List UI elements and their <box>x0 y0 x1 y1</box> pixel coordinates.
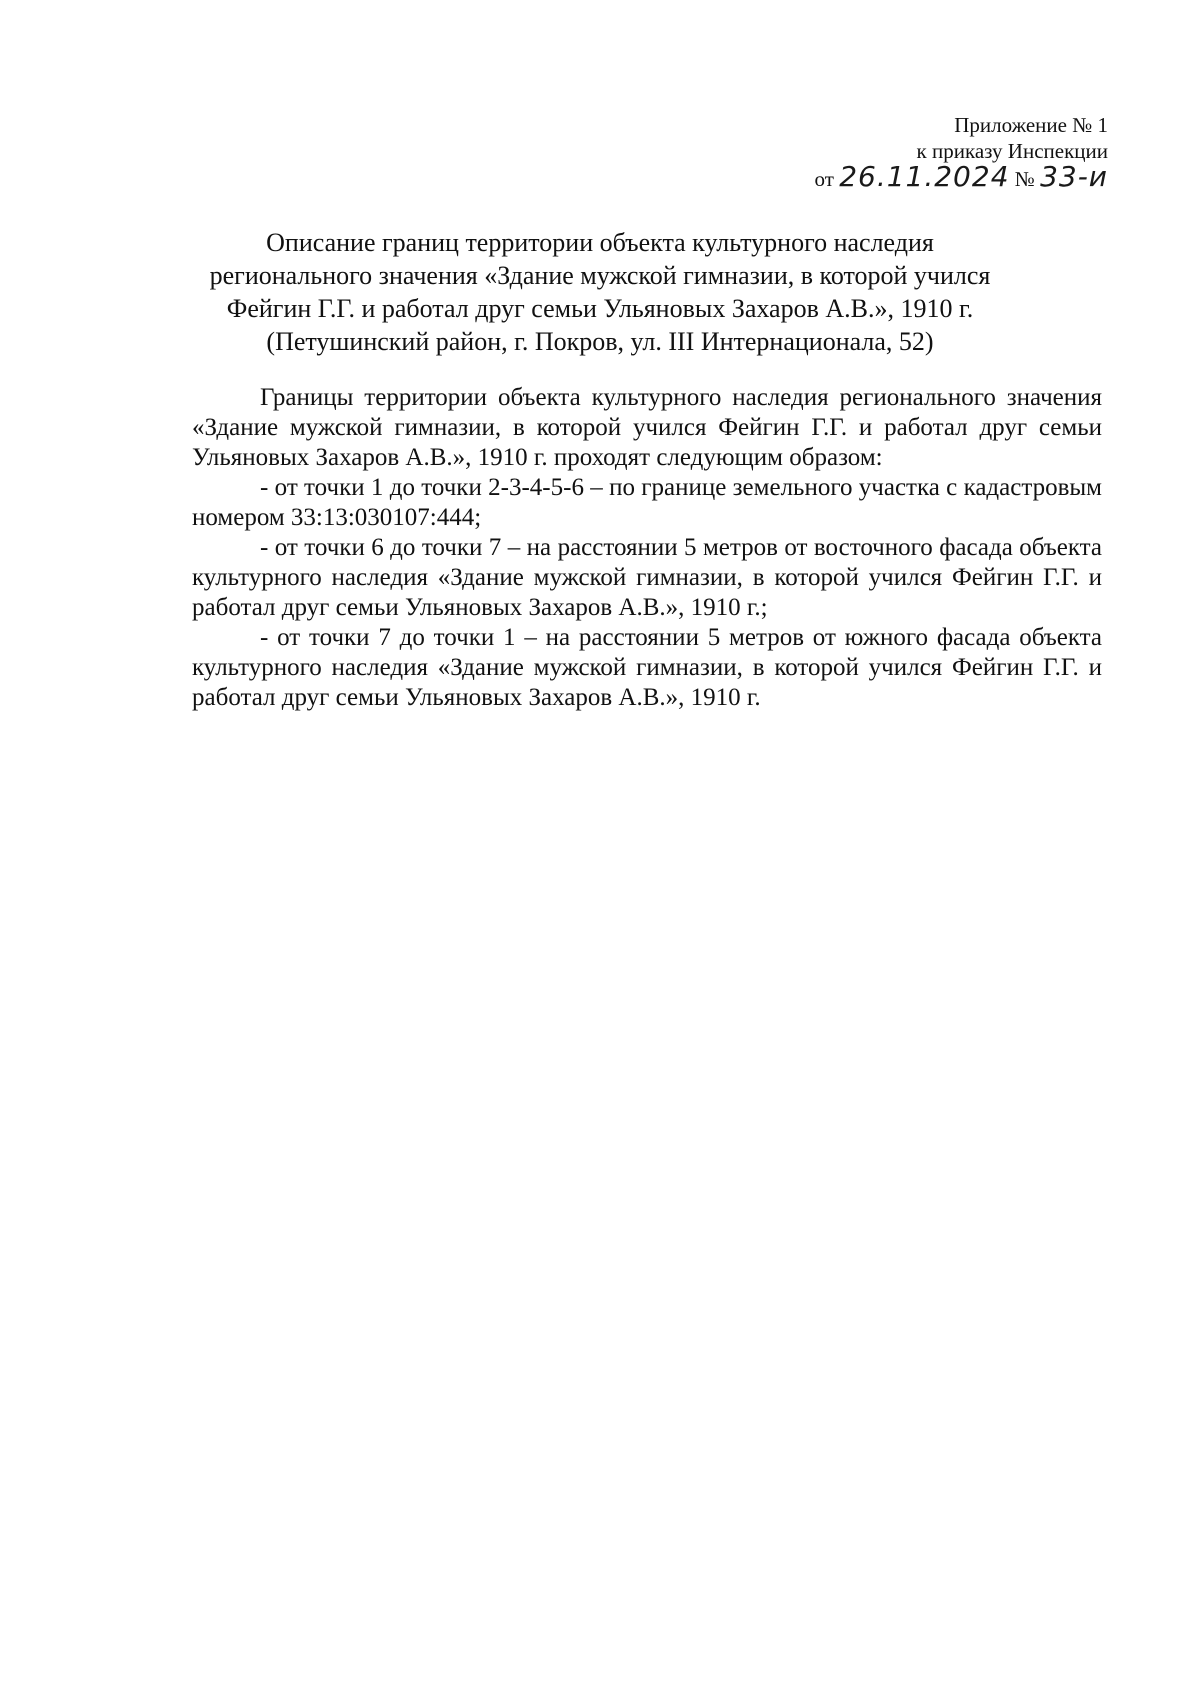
document-title <box>190 226 1010 358</box>
title-line-4: (Петушинский район, г. Покров, ул. III Интернационала, 52) <box>266 327 934 356</box>
handwritten-number: 33-и <box>1040 160 1108 193</box>
annex-order-reference: к приказу Инспекции <box>916 139 1108 163</box>
boundary-item-3: - от точки 7 до точки 1 – на расстоянии 5 метров от южного фасада объекта культурного наследия «Здание мужской гимназии, в которой учился Фейгин Г.Г. и работал друг семьи Ульяновых Захаров А.В.», 1910 г. <box>192 624 1102 711</box>
document-body <box>192 383 1102 713</box>
number-label: № <box>1014 167 1035 191</box>
annex-date-number-line <box>814 160 1108 193</box>
annex-header <box>815 112 1108 192</box>
title-line-2: регионального значения «Здание мужской гимназии, в которой учился <box>209 261 991 290</box>
annex-title: Приложение № 1 <box>954 113 1108 137</box>
boundary-item-1: - от точки 1 до точки 2-3-4-5-6 – по границе земельного участка с кадастровым номером 33:13:030107:444; <box>192 474 1102 531</box>
date-prefix: от <box>814 167 834 191</box>
title-line-1: Описание границ территории объекта культурного наследия <box>266 228 934 257</box>
boundary-item-2: - от точки 6 до точки 7 – на расстоянии 5 метров от восточного фасада объекта культурного наследия «Здание мужской гимназии, в которой учился Фейгин Г.Г. и работал друг семьи Ульяновых Захаров А.В.», 1910 г.; <box>192 534 1102 621</box>
intro-paragraph: Границы территории объекта культурного наследия регионального значения «Здание мужской гимназии, в которой учился Фейгин Г.Г. и работал друг семьи Ульяновых Захаров А.В.», 1910 г. проходят следующим образом: <box>192 384 1102 471</box>
handwritten-date: 26.11.2024 <box>839 160 1010 193</box>
title-line-3: Фейгин Г.Г. и работал друг семьи Ульяновых Захаров А.В.», 1910 г. <box>226 294 974 323</box>
